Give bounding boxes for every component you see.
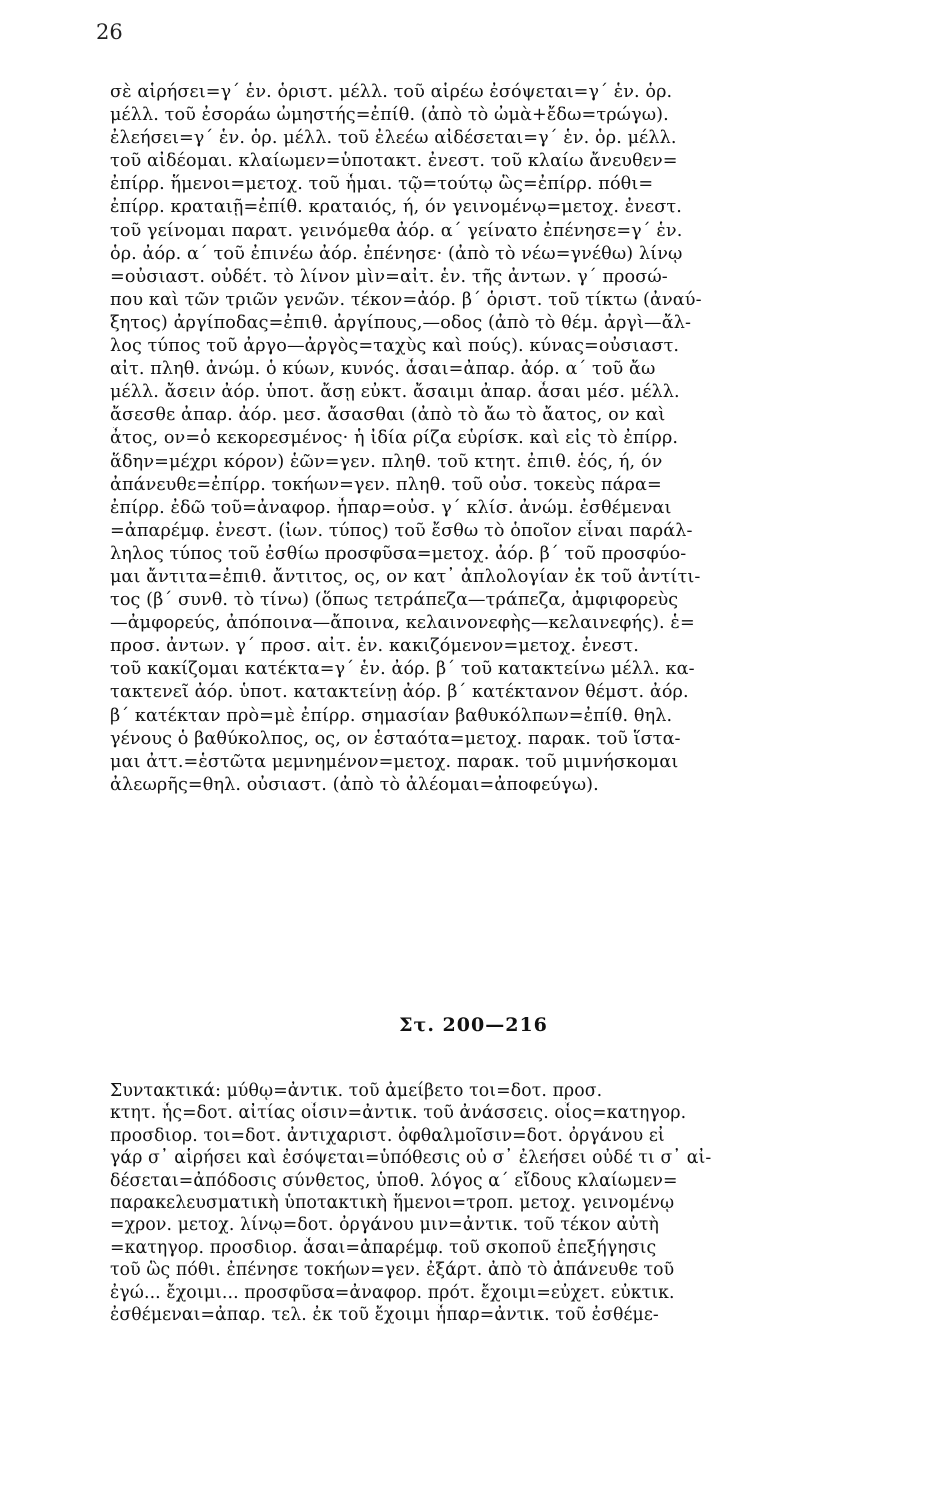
- text-line: μέλλ. ἄσειν ἀόρ. ὑποτ. ἄσῃ εὐκτ. ἄσαιμι ἀπαρ. ἆσαι μέσ. μέλλ.: [110, 382, 680, 403]
- text-line: που καὶ τῶν τριῶν γενῶν. τέκον=ἀόρ. β΄ ὁριστ. τοῦ τίκτω (ἀναύ-: [110, 289, 702, 310]
- text-line: ὁρ. ἀόρ. α΄ τοῦ ἐπινέω ἀόρ. ἐπένησε· (ἀπὸ τὸ νέω=γνέθω) λίνῳ: [110, 243, 683, 264]
- text-line: ἐπίρρ. ἥμενοι=μετοχ. τοῦ ἧμαι. τῷ=τούτῳ ὣς=ἐπίρρ. πόθι=: [110, 174, 654, 195]
- text-line: μαι ἀττ.=ἑστῶτα μεμνημένον=μετοχ. παρακ. τοῦ μιμνήσκομαι: [110, 751, 679, 772]
- text-line: αἰτ. πληθ. ἀνώμ. ὁ κύων, κυνός. ἆσαι=ἀπαρ. ἀόρ. α΄ τοῦ ἄω: [110, 359, 656, 380]
- text-line: =οὐσιαστ. οὐδέτ. τὸ λίνον μὶν=αἰτ. ἑν. τῆς ἀντων. γ΄ προσώ-: [110, 266, 668, 287]
- text-line: ἄσεσθε ἀπαρ. ἀόρ. μεσ. ἄσασθαι (ἀπὸ τὸ ἄω τὸ ἄατος, ον καὶ: [110, 405, 666, 426]
- text-line: —ἀμφορεύς, ἀπόποινα—ἄποινα, κελαινονεφὴς—κελαινεφής). ἑ=: [110, 613, 695, 634]
- text-line: τοῦ κακίζομαι κατέκτα=γ΄ ἑν. ἀόρ. β΄ τοῦ κατακτείνω μέλλ. κα-: [110, 659, 695, 680]
- text-line: ἐπίρρ. κραταιῇ=ἐπίθ. κραταιός, ή, όν γεινομένῳ=μετοχ. ἐνεστ.: [110, 197, 682, 218]
- text-line: Συντακτικά: μύθῳ=ἀντικ. τοῦ ἀμείβετο τοι=δοτ. προσ.: [110, 1081, 603, 1101]
- section-heading: Στ. 200—216: [399, 1014, 548, 1036]
- text-line: ἅδην=μέχρι κόρον) ἑῶν=γεν. πληθ. τοῦ κτητ. ἐπιθ. ἑός, ή, όν: [110, 451, 663, 472]
- text-line: παρακελευσματικὴ ὑποτακτικὴ ἥμενοι=τροπ. μετοχ. γεινομένῳ: [110, 1192, 675, 1213]
- text-line: δέσεται=ἀπόδοσις σύνθετος, ὑποθ. λόγος α΄ εἴδους κλαίωμεν=: [110, 1170, 678, 1191]
- text-line: γάρ σ᾽ αἱρήσει καὶ ἐσόψεται=ὑπόθεσις οὐ σ᾽ ἐλεήσει οὐδέ τι σ᾽ αἰ-: [110, 1148, 712, 1169]
- text-line: τακτενεῖ ἀόρ. ὑποτ. κατακτείνῃ ἀόρ. β΄ κατέκτανον θέμστ. ἀόρ.: [110, 682, 689, 703]
- text-line: μέλλ. τοῦ ἐσοράω ὠμηστής=ἐπίθ. (ἀπὸ τὸ ὠμὰ+ἔδω=τρώγω).: [110, 105, 669, 126]
- text-line: =χρον. μετοχ. λίνῳ=δοτ. ὀργάνου μιν=ἀντικ. τοῦ τέκον αὐτὴ: [110, 1215, 660, 1236]
- text-line: =ἀπαρέμφ. ἐνεστ. (ἰων. τύπος) τοῦ ἔσθω τὸ ὁποῖον εἶναι παράλ-: [110, 520, 693, 541]
- text-line: μαι ἄντιτα=ἐπιθ. ἄντιτος, ος, ον κατ᾽ ἀπλολογίαν ἐκ τοῦ ἀντίτι-: [110, 566, 701, 587]
- page-number: 26: [96, 20, 123, 44]
- text-line: ἐλεήσει=γ΄ ἑν. ὁρ. μέλλ. τοῦ ἐλεέω αἰδέσεται=γ΄ ἑν. ὁρ. μέλλ.: [110, 128, 677, 149]
- text-line: λος τύπος τοῦ ἀργο—ἀργὸς=ταχὺς καὶ πούς). κύνας=οὐσιαστ.: [110, 336, 680, 357]
- text-line: ἐσθέμεναι=ἀπαρ. τελ. ἐκ τοῦ ἔχοιμι ἧπαρ=ἀντικ. τοῦ ἐσθέμε-: [110, 1304, 659, 1325]
- text-line: τος (β΄ συνθ. τὸ τίνω) (ὅπως τετράπεζα—τράπεζα, ἀμφιφορεὺς: [110, 590, 679, 611]
- glossary-text-block: [110, 81, 940, 797]
- text-line: β΄ κατέκταν πρὸ=μὲ ἐπίρρ. σημασίαν βαθυκόλπων=ἐπίθ. θηλ.: [110, 705, 673, 726]
- syntax-text-block: [110, 1080, 940, 1326]
- text-line: ληλος τύπος τοῦ ἐσθίω προσφῦσα=μετοχ. ἀόρ. β΄ τοῦ προσφύο-: [110, 543, 687, 564]
- text-line: γένους ὁ βαθύκολπος, ος, ον ἑσταότα=μετοχ. παρακ. τοῦ ἵστα-: [110, 728, 681, 749]
- text-line: ξητος) ἀργίποδας=ἐπιθ. ἀργίπους,—οδος (ἀπὸ τὸ θέμ. ἀργὶ—ἄλ-: [110, 312, 692, 333]
- text-line: ἀπάνευθε=ἐπίρρ. τοκήων=γεν. πληθ. τοῦ οὐσ. τοκεὺς πάρα=: [110, 474, 662, 495]
- text-line: σὲ αἱρήσει=γ΄ ἑν. ὁριστ. μέλλ. τοῦ αἱρέω ἐσόψεται=γ΄ ἑν. ὁρ.: [110, 82, 673, 102]
- text-line: τοῦ γείνομαι παρατ. γεινόμεθα ἀόρ. α΄ γείνατο ἐπένησε=γ΄ ἑν.: [110, 220, 683, 241]
- text-line: προσ. ἀντων. γ΄ προσ. αἰτ. ἑν. κακιζόμενον=μετοχ. ἐνεστ.: [110, 636, 639, 657]
- text-line: ἀλεωρῆς=θηλ. οὐσιαστ. (ἀπὸ τὸ ἀλέομαι=ἀποφεύγω).: [110, 774, 599, 795]
- text-line: ἐγώ... ἔχοιμι... προσφῦσα=ἀναφορ. πρότ. ἔχοιμι=εὐχετ. εὐκτικ.: [110, 1282, 675, 1303]
- text-line: =κατηγορ. προσδιορ. ἆσαι=ἀπαρέμφ. τοῦ σκοποῦ ἐπεξήγησις: [110, 1237, 657, 1258]
- text-line: κτητ. ἧς=δοτ. αἰτίας οἶσιν=ἀντικ. τοῦ ἀνάσσεις. οἷος=κατηγορ.: [110, 1103, 687, 1124]
- text-line: τοῦ αἰδέομαι. κλαίωμεν=ὑποτακτ. ἐνεστ. τοῦ κλαίω ἄνευθεν=: [110, 151, 678, 172]
- text-line: ἐπίρρ. ἐδῶ τοῦ=ἀναφορ. ἦπαρ=οὐσ. γ΄ κλίσ. ἀνώμ. ἐσθέμεναι: [110, 497, 672, 518]
- text-line: ἆτος, ον=ὁ κεκορεσμένος· ἡ ἰδία ρίζα εὑρίσκ. καὶ εἰς τὸ ἐπίρρ.: [110, 428, 679, 449]
- text-line: τοῦ ὣς πόθι. ἐπένησε τοκήων=γεν. ἐξάρτ. ἀπὸ τὸ ἀπάνευθε τοῦ: [110, 1260, 675, 1281]
- text-line: προσδιορ. τοι=δοτ. ἀντιχαριστ. ὀφθαλμοῖσιν=δοτ. ὀργάνου εἰ: [110, 1125, 665, 1146]
